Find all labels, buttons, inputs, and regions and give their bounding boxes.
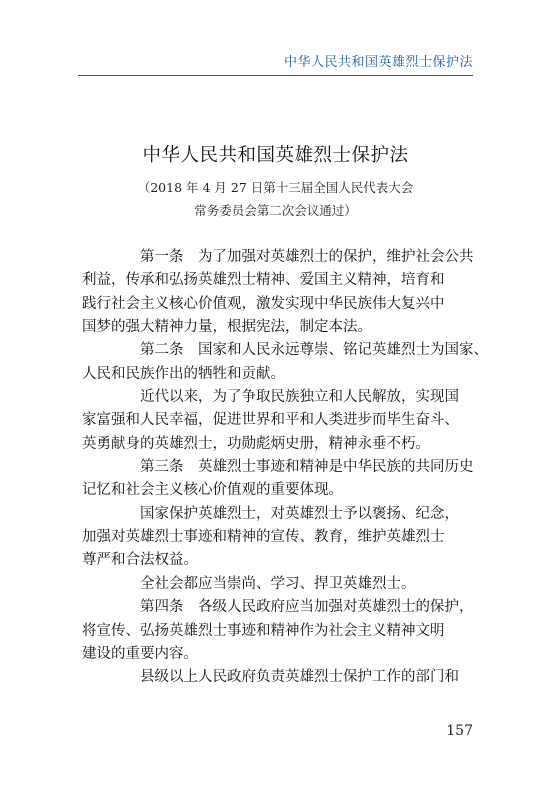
document-subtitle-line-2: 常务委员会第二次会议通过） bbox=[194, 203, 357, 218]
body-line: 英勇献身的英雄烈士，功勋彪炳史册，精神永垂不朽。 bbox=[82, 435, 430, 452]
body-line: 践行社会主义核心价值观，激发实现中华民族伟大复兴中 bbox=[82, 295, 445, 312]
header-rule bbox=[78, 75, 473, 76]
body-line: 县级以上人民政府负责英雄烈士保护工作的部门和 bbox=[140, 669, 459, 686]
page-number: 157 bbox=[446, 723, 473, 739]
body-line: 尊严和合法权益。 bbox=[82, 552, 198, 569]
body-line: 利益，传承和弘扬英雄烈士精神、爱国主义精神，培育和 bbox=[82, 272, 445, 289]
body-line: 建设的重要内容。 bbox=[82, 645, 198, 662]
body-line: 第四条 各级人民政府应当加强对英雄烈士的保护， bbox=[140, 599, 474, 616]
body-line: 第一条 为了加强对英雄烈士的保护，维护社会公共 bbox=[140, 249, 474, 265]
body-line: 记忆和社会主义核心价值观的重要体现。 bbox=[82, 482, 343, 499]
document-title: 中华人民共和国英雄烈士保护法 bbox=[142, 145, 409, 166]
document-body bbox=[82, 246, 488, 690]
body-line: 家富强和人民幸福，促进世界和平和人类进步而毕生奋斗、 bbox=[82, 412, 459, 429]
body-line: 人民和民族作出的牺牲和贡献。 bbox=[82, 365, 285, 382]
document-subtitle-line-1: （2018 年 4 月 27 日第十三届全国人民代表大会 bbox=[137, 180, 414, 195]
body-line: 近代以来，为了争取民族独立和人民解放，实现国 bbox=[140, 389, 459, 406]
body-line: 加强对英雄烈士事迹和精神的宣传、教育，维护英雄烈士 bbox=[82, 529, 445, 546]
body-line: 国梦的强大精神力量，根据宪法，制定本法。 bbox=[82, 319, 372, 336]
running-header: 中华人民共和国英雄烈士保护法 bbox=[283, 55, 473, 70]
body-line: 第三条 英雄烈士事迹和精神是中华民族的共同历史 bbox=[140, 459, 474, 476]
body-line: 第二条 国家和人民永远尊崇、铭记英雄烈士为国家、 bbox=[140, 342, 488, 359]
body-line: 国家保护英雄烈士，对英雄烈士予以褒扬、纪念， bbox=[140, 505, 459, 522]
body-line: 全社会都应当崇尚、学习、捍卫英雄烈士。 bbox=[140, 575, 416, 592]
body-line: 将宣传、弘扬英雄烈士事迹和精神作为社会主义精神文明 bbox=[82, 622, 445, 639]
